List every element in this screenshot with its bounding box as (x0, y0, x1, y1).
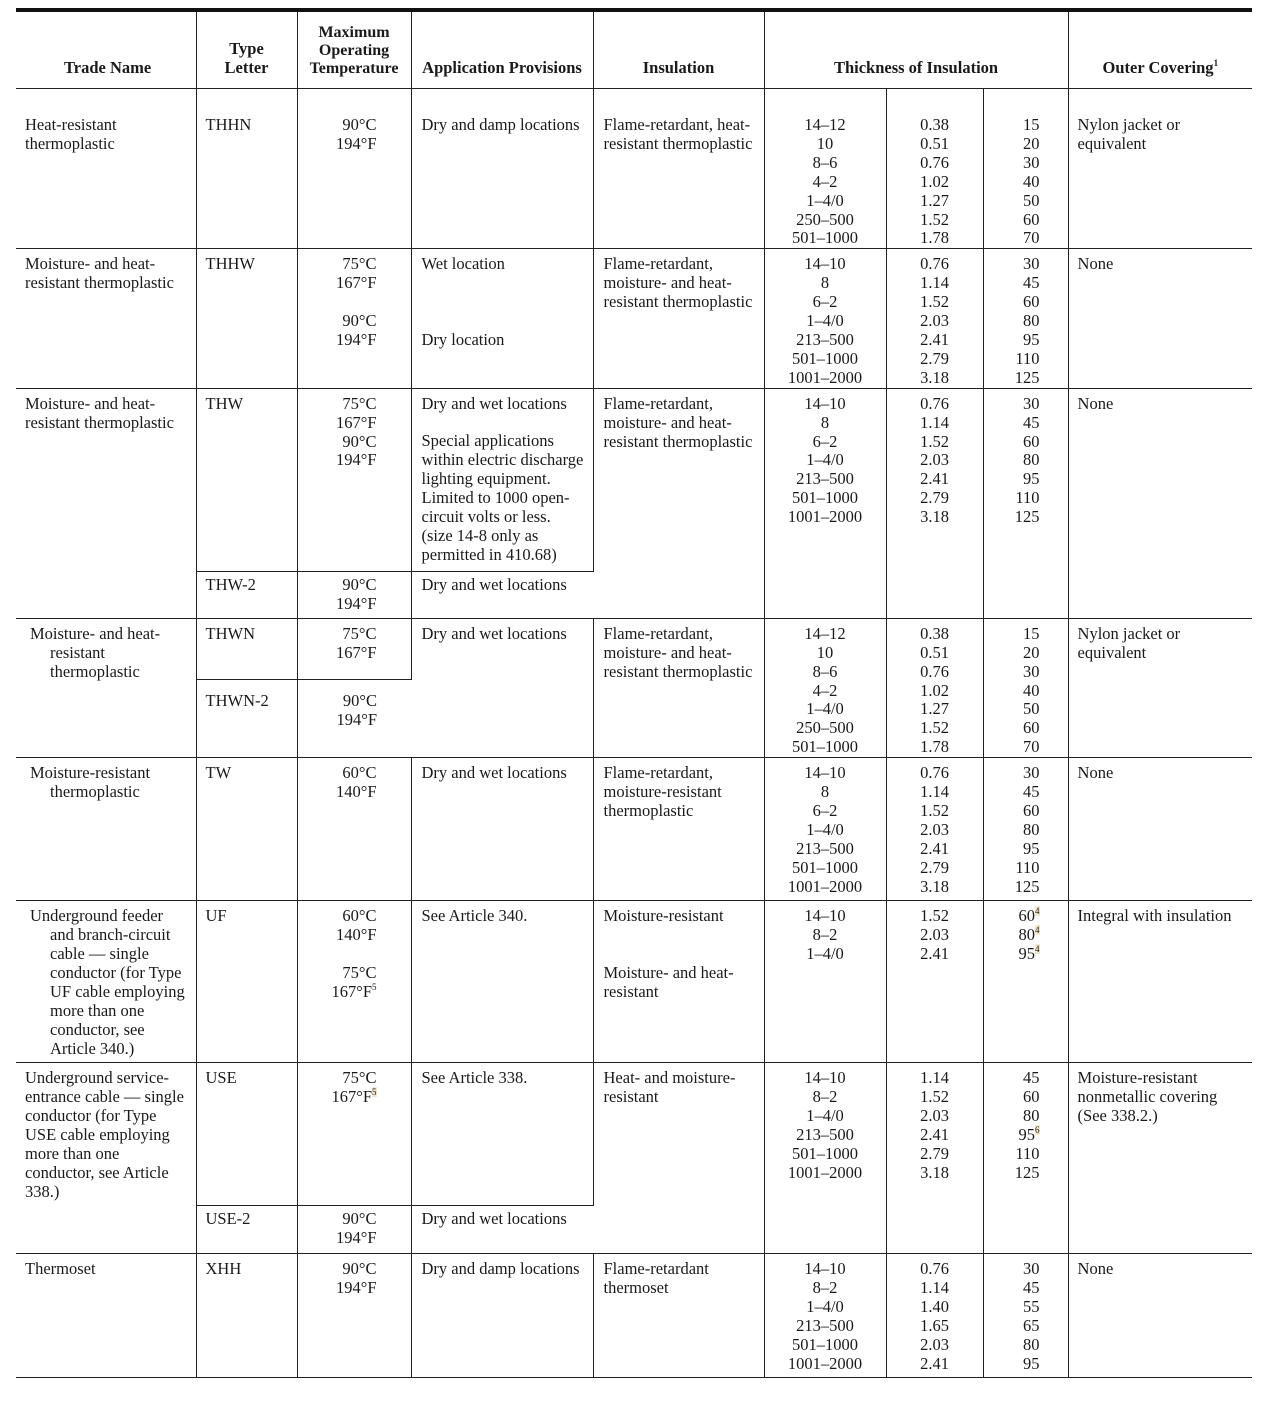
trade-name-cell: Thermoset (16, 1254, 196, 1378)
conductor-table-page (16, 8, 1252, 1378)
conductor-size-cell: 14–12 10 8–6 4–2 1–4/0 250–500 501–1000 (764, 618, 886, 757)
thickness-mils-cell: 30 45 60 80 95 110 125 (983, 249, 1068, 388)
thickness-mm-cell: 0.76 1.14 1.52 2.03 2.41 2.79 3.18 (886, 388, 983, 618)
temperature-cell: 60°C 140°F 75°C $167^\circ F^5$ (297, 901, 411, 1063)
temperature-cell: 75°C 167°F 90°C 194°F (297, 388, 411, 571)
insulation-cell: Moisture-resistant Moisture- and heat- resistant (593, 901, 764, 1063)
trade-name-cell: Moisture- and heat- resistant thermoplastic (16, 388, 196, 618)
temperature-cell: 60°C 140°F (297, 758, 411, 901)
conductor-size-cell: 14–10 8 6–2 1–4/0 213–500 501–1000 1001–2000 (764, 388, 886, 618)
thickness-mm-cell: 0.76 1.14 1.40 1.65 2.03 2.41 (886, 1254, 983, 1378)
thickness-mm-cell: 0.76 1.14 1.52 2.03 2.41 2.79 3.18 (886, 249, 983, 388)
conductor-size-cell: 14–10 8–2 1–4/0 213–500 501–1000 1001–2000 (764, 1063, 886, 1254)
header-trade-name: Trade Name (16, 12, 196, 89)
trade-name-cell: Moisture-resistant thermoplastic (16, 758, 196, 901)
table-header-row (16, 12, 1252, 89)
header-max-temp: Maximum Operating Temperature (297, 12, 411, 89)
type-letter-cell: THWN-2 (196, 680, 297, 758)
header-thickness: Thickness of Insulation (764, 12, 1068, 89)
trade-name-cell: Moisture- and heat- resistant thermoplastic (16, 249, 196, 388)
thickness-mils-cell: 30 45 60 80 95 110 125 (983, 758, 1068, 901)
trade-name-cell: Underground feeder and branch-circuit cable — single conductor (for Type UF cable employing more than one conductor, see Article 340.) (16, 901, 196, 1063)
thickness-mm-cell: 0.38 0.51 0.76 1.02 1.27 1.52 1.78 (886, 618, 983, 757)
type-letter-cell: THHN (196, 89, 297, 249)
trade-name-cell: Moisture- and heat- resistant thermoplastic (16, 618, 196, 757)
application-cell: Dry and wet locations (411, 1206, 593, 1254)
temperature-cell: 75°C 167°F 90°C 194°F (297, 249, 411, 388)
outer-covering-cell: Nylon jacket or equivalent (1068, 618, 1252, 757)
application-cell: Dry and wet locations (411, 758, 593, 901)
temperature-cell: 90°C 194°F (297, 1206, 411, 1254)
insulation-cell: Flame-retardant thermoset (593, 1254, 764, 1378)
table-row (16, 1254, 1252, 1378)
table-row (16, 388, 1252, 571)
outer-covering-cell: Moisture-resistant nonmetallic covering (See 338.2.) (1068, 1063, 1252, 1254)
table-row (16, 618, 1252, 680)
type-letter-cell: TW (196, 758, 297, 901)
header-outer-covering: Outer Covering$^1$ (1068, 12, 1252, 89)
insulation-cell: Flame-retardant, moisture- and heat- resistant thermoplastic (593, 249, 764, 388)
type-letter-cell: THW (196, 388, 297, 571)
temperature-cell: 90°C 194°F (297, 1254, 411, 1378)
header-application: Application Provisions (411, 12, 593, 89)
insulation-cell: Flame-retardant, moisture- and heat- resistant thermoplastic (593, 388, 764, 618)
table-row (16, 1063, 1252, 1206)
outer-covering-cell: None (1068, 388, 1252, 618)
conductor-size-cell: 14–10 8–2 1–4/0 213–500 501–1000 1001–2000 (764, 1254, 886, 1378)
type-letter-cell: THWN (196, 618, 297, 680)
conductor-size-cell: 14–10 8–2 1–4/0 (764, 901, 886, 1063)
outer-covering-cell: None (1068, 1254, 1252, 1378)
temperature-cell: 75°C $167^\circ F^5$ (297, 1063, 411, 1206)
conductor-insulation-table (16, 12, 1252, 1378)
trade-name-cell: Underground service- entrance cable — single conductor (for Type USE cable employing more than one conductor, see Article 338.) (16, 1063, 196, 1254)
outer-covering-cell: None (1068, 249, 1252, 388)
type-letter-cell: XHH (196, 1254, 297, 1378)
thickness-mils-cell: 15 20 30 40 50 60 70 (983, 89, 1068, 249)
application-cell: Dry and wet locations Special applications within electric discharge lighting equipment. Limited to 1000 open- circuit volts or less. (size 14-8 only as permitted in 410.68) (411, 388, 593, 571)
application-cell: Dry and wet locations (411, 571, 593, 618)
conductor-size-cell: 14–12 10 8–6 4–2 1–4/0 250–500 501–1000 (764, 89, 886, 249)
application-cell: Dry and damp locations (411, 1254, 593, 1378)
type-letter-cell: USE-2 (196, 1206, 297, 1254)
application-cell: Dry and wet locations (411, 618, 593, 757)
insulation-cell: Flame-retardant, heat- resistant thermoplastic (593, 89, 764, 249)
insulation-cell: Flame-retardant, moisture-resistant thermoplastic (593, 758, 764, 901)
type-letter-cell: USE (196, 1063, 297, 1206)
thickness-mm-cell: 1.14 1.52 2.03 2.41 2.79 3.18 (886, 1063, 983, 1254)
type-letter-cell: THW-2 (196, 571, 297, 618)
thickness-mils-cell: 30 45 60 80 95 110 125 (983, 388, 1068, 618)
header-insulation: Insulation (593, 12, 764, 89)
application-cell: Wet location Dry location (411, 249, 593, 388)
insulation-cell: Flame-retardant, moisture- and heat- resistant thermoplastic (593, 618, 764, 757)
table-row (16, 758, 1252, 901)
application-cell: Dry and damp locations (411, 89, 593, 249)
type-letter-cell: UF (196, 901, 297, 1063)
thickness-mils-cell: 45 60 80 $95^6$ 110 125 (983, 1063, 1068, 1254)
thickness-mils-cell: 30 45 55 65 80 95 (983, 1254, 1068, 1378)
temperature-cell: 90°C 194°F (297, 571, 411, 618)
temperature-cell: 90°C 194°F (297, 89, 411, 249)
trade-name-cell: Heat-resistant thermoplastic (16, 89, 196, 249)
conductor-size-cell: 14–10 8 6–2 1–4/0 213–500 501–1000 1001–2000 (764, 249, 886, 388)
application-cell: See Article 340. (411, 901, 593, 1063)
table-row (16, 249, 1252, 388)
thickness-mm-cell: 1.52 2.03 2.41 (886, 901, 983, 1063)
application-cell: See Article 338. (411, 1063, 593, 1206)
temperature-cell: 75°C 167°F (297, 618, 411, 680)
thickness-mm-cell: 0.38 0.51 0.76 1.02 1.27 1.52 1.78 (886, 89, 983, 249)
thickness-mm-cell: 0.76 1.14 1.52 2.03 2.41 2.79 3.18 (886, 758, 983, 901)
temperature-cell: 90°C 194°F (297, 680, 411, 758)
outer-covering-cell: None (1068, 758, 1252, 901)
table-row (16, 89, 1252, 249)
type-letter-cell: THHW (196, 249, 297, 388)
thickness-mils-cell: 15 20 30 40 50 60 70 (983, 618, 1068, 757)
outer-covering-cell: Nylon jacket or equivalent (1068, 89, 1252, 249)
outer-covering-cell: Integral with insulation (1068, 901, 1252, 1063)
header-type-letter: Type Letter (196, 12, 297, 89)
insulation-cell: Heat- and moisture- resistant (593, 1063, 764, 1254)
table-row (16, 901, 1252, 1063)
conductor-size-cell: 14–10 8 6–2 1–4/0 213–500 501–1000 1001–2000 (764, 758, 886, 901)
thickness-mils-cell: $60^4$ $80^4$ $95^4$ (983, 901, 1068, 1063)
